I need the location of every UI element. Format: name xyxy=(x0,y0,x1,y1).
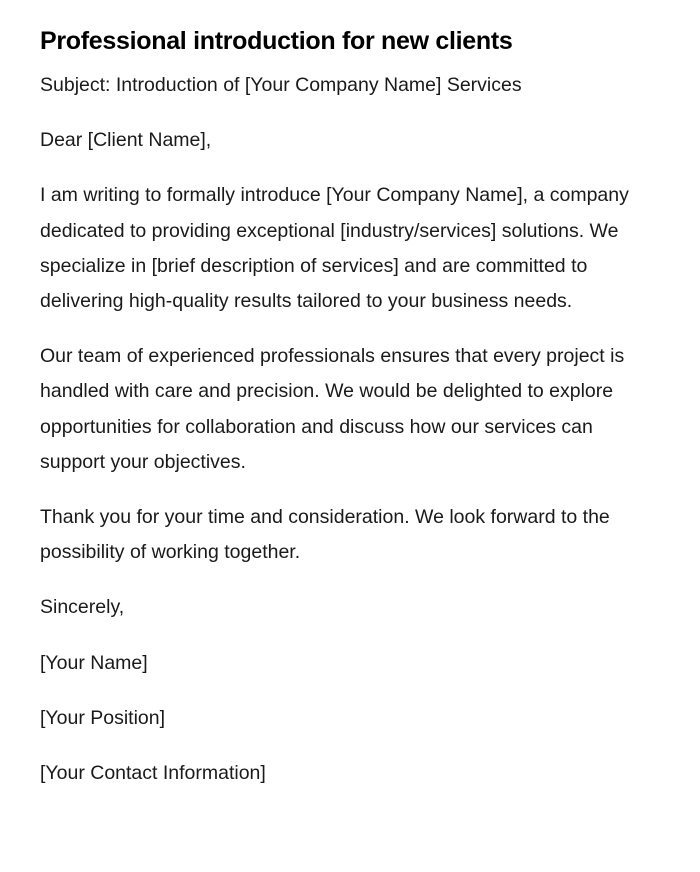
closing: Sincerely, xyxy=(40,596,125,619)
salutation: Dear [Client Name], xyxy=(40,129,212,152)
subject-line: Subject: Introduction of [Your Company Name] Services xyxy=(40,74,522,96)
body-paragraph-intro: I am writing to formally introduce [Your Company Name], a company dedicated to providing exceptional [industry/services] solutions. We specialize in [brief description of services] and are committed to delivering high-quality results tailored to your business needs. xyxy=(40,184,629,313)
body-paragraph-thanks: Thank you for your time and consideration. We look forward to the possibility of working together. xyxy=(40,506,610,564)
letter-document xyxy=(40,24,650,791)
document-title: Professional introduction for new clients xyxy=(40,27,513,55)
signature-name: [Your Name] xyxy=(40,651,148,674)
signature-position: [Your Position] xyxy=(40,706,166,729)
signature-contact: [Your Contact Information] xyxy=(40,762,266,785)
body-paragraph-team: Our team of experienced professionals ensures that every project is handled with care and precision. We would be delighted to explore opportunities for collaboration and discuss how our services can support your objectives. xyxy=(40,345,625,473)
